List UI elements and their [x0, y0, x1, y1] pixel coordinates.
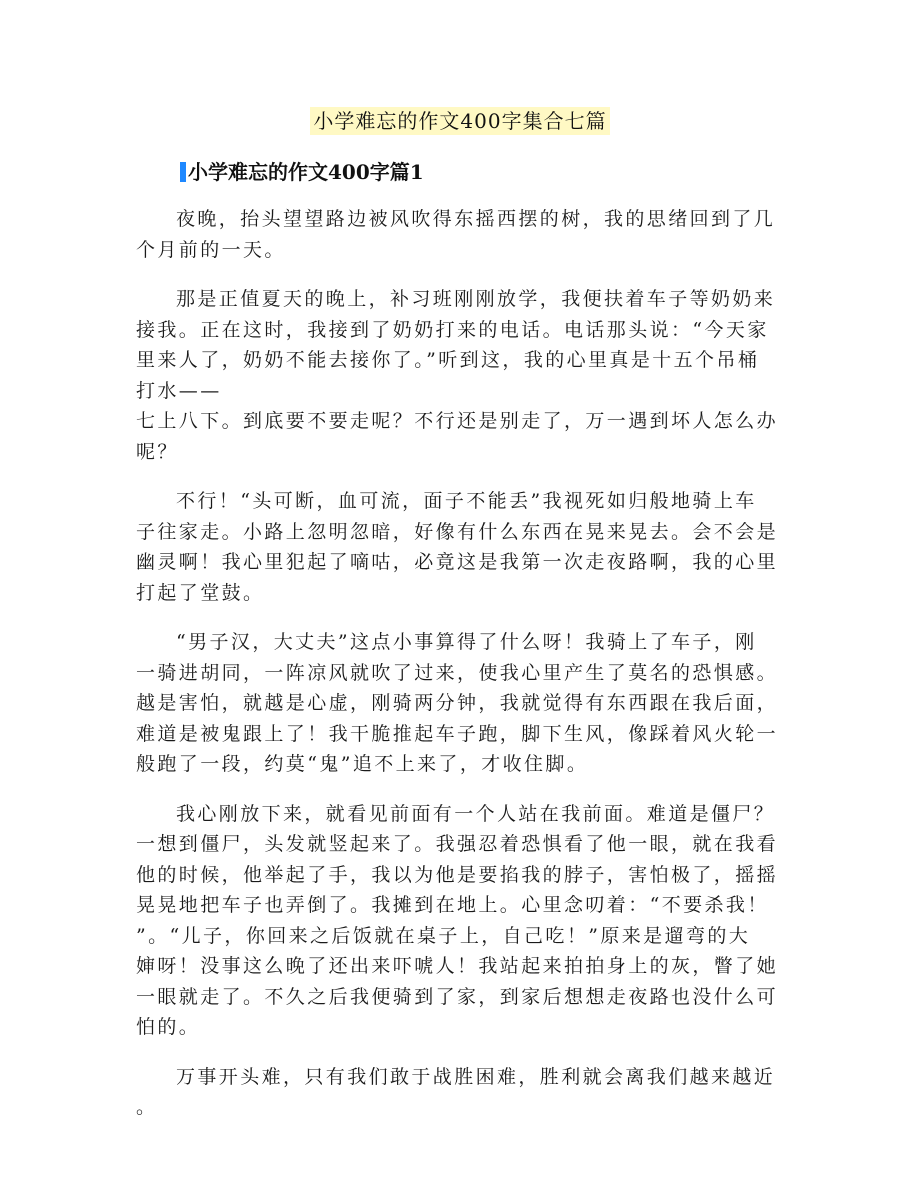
paragraph-line: 万事开头难，只有我们敢于战胜困难，胜利就会离我们越来越近: [176, 1065, 776, 1088]
paragraph-line: 一眼就走了。不久之后我便骑到了家，到家后想想走夜路也没什么可: [136, 985, 779, 1008]
paragraph-line: 里来人了，奶奶不能去接你了。”听到这，我的心里真是十五个吊桶: [136, 349, 760, 371]
essay-body: [136, 204, 796, 1142]
paragraph-line: 夜晚，抬头望望路边被风吹得东摇西摆的树，我的思绪回到了几: [176, 208, 776, 230]
paragraph-line: 接我。正在这时，我接到了奶奶打来的电话。电话那头说：“今天家: [136, 318, 769, 341]
paragraph-line: 。: [136, 1096, 158, 1118]
document-title-container: [0, 107, 920, 135]
paragraph-line: 一想到僵尸，头发就竖起来了。我强忍着恐惧看了他一眼，就在我看: [136, 833, 779, 855]
document-title: 小学难忘的作文400字集合七篇: [310, 107, 609, 135]
paragraph-line: 越是害怕，就越是心虚，刚骑两分钟，我就觉得有东西跟在我后面，: [136, 692, 779, 714]
paragraph-line: 那是正值夏天的晚上，补习班刚刚放学，我便扶着车子等奶奶来: [176, 288, 776, 310]
paragraph-line: 婶呀！没事这么晚了还出来吓唬人！我站起来拍拍身上的灰，瞥了她: [136, 955, 779, 977]
paragraph-line: “男子汉，大丈夫”这点小事算得了什么呀！我骑上了车子，刚: [176, 631, 757, 653]
paragraph: [136, 486, 796, 608]
paragraph-line: 子往家走。小路上忽明忽暗，好像有什么东西在晃来晃去。会不会是: [136, 520, 779, 543]
paragraph-line: 我心刚放下来，就看见前面有一个人站在我前面。难道是僵尸？: [176, 802, 776, 825]
paragraph-line: 般跑了一段，约莫“鬼”追不上来了，才收住脚。: [136, 753, 589, 775]
paragraph-line: 晃晃地把车子也弄倒了。我摊到在地上。心里念叨着：“不要杀我！: [136, 894, 769, 916]
paragraph: [136, 627, 796, 780]
paragraph-line: 打水——: [136, 379, 222, 402]
paragraph-line: 一骑进胡同，一阵凉风就吹了过来，使我心里产生了莫名的恐惧感。: [136, 661, 779, 684]
paragraph-line: 个月前的一天。: [136, 238, 286, 261]
paragraph: [136, 1062, 796, 1123]
paragraph-line: ”。“儿子，你回来之后饭就在桌子上，自己吃！”原来是遛弯的大: [136, 924, 751, 947]
paragraph-line: 不行！“头可断，血可流，面子不能丢”我视死如归般地骑上车: [176, 490, 757, 512]
paragraph-line: 幽灵啊！我心里犯起了嘀咕，必竟这是我第一次走夜路啊，我的心里: [136, 551, 779, 573]
heading-marker-icon: [180, 162, 186, 182]
paragraph-line: 怕的。: [136, 1016, 201, 1038]
paragraph: [136, 204, 796, 265]
paragraph-line: 难道是被鬼跟上了！我干脆推起车子跑，脚下生风，像踩着风火轮一: [136, 722, 779, 745]
paragraph: [136, 284, 796, 467]
paragraph-line: 打起了堂鼓。: [136, 581, 265, 604]
paragraph-line: 七上八下。到底要不要走呢？不行还是别走了，万一遇到坏人怎么办: [136, 410, 779, 432]
section-heading-text: 小学难忘的作文400字篇1: [188, 160, 424, 184]
paragraph-line: 他的时候，他举起了手，我以为他是要掐我的脖子，害怕极了，摇摇: [136, 863, 779, 886]
paragraph-line: 呢？: [136, 440, 179, 463]
section-heading: [180, 158, 424, 186]
paragraph: [136, 799, 796, 1043]
